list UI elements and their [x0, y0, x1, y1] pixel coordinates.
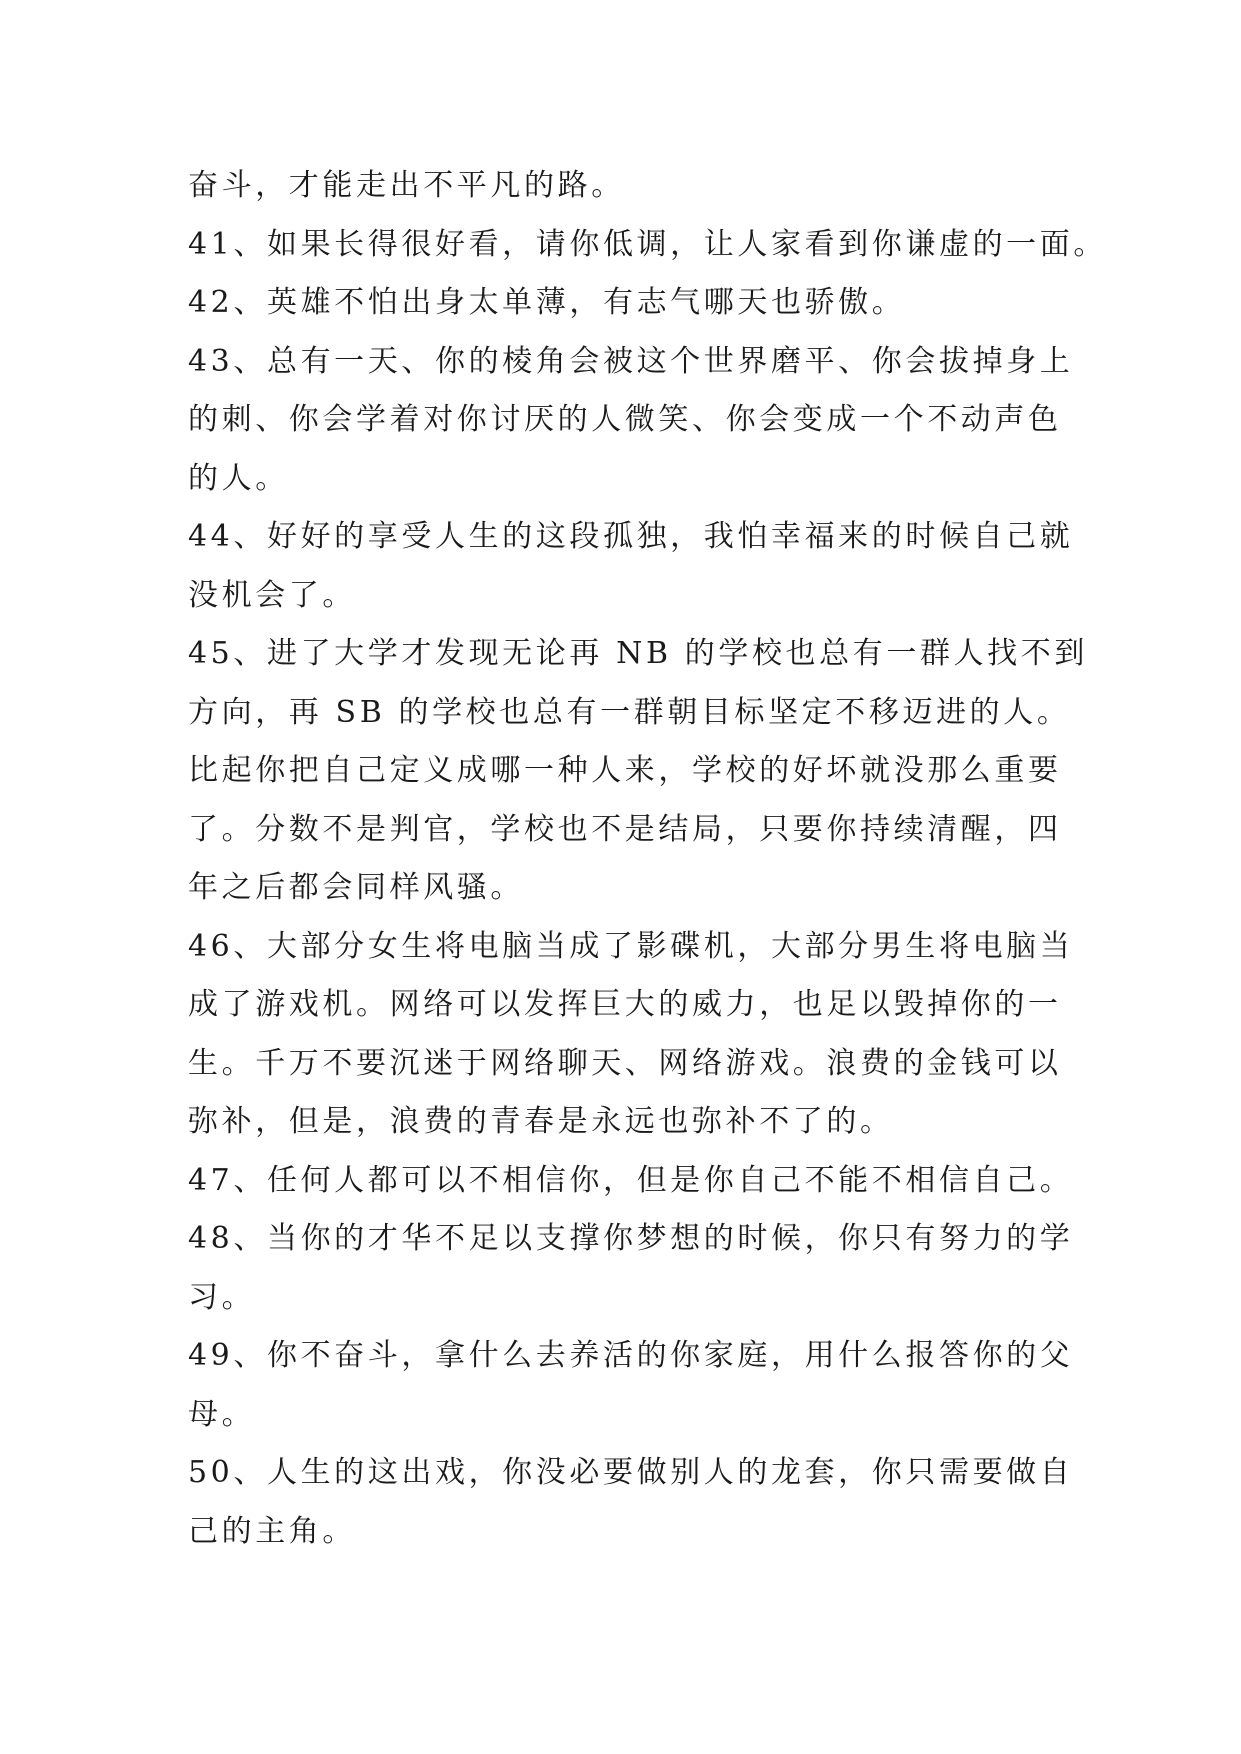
text-line: 奋斗，才能走出不平凡的路。 — [188, 168, 625, 203]
text-line: 47、任何人都可以不相信你，但是你自己不能不相信自己。 — [188, 1162, 1074, 1198]
text-line: 48、当你的才华不足以支撑你梦想的时候，你只有努力的学 — [188, 1221, 1074, 1256]
text-line: 弥补，但是，浪费的青春是永远也弥补不了的。 — [188, 1104, 894, 1139]
text-line: 49、你不奋斗，拿什么去养活的你家庭，用什么报答你的父 — [188, 1338, 1074, 1373]
text-line: 生。千万不要沉迷于网络聊天、网络游戏。浪费的金钱可以 — [188, 1045, 1062, 1081]
text-line: 没机会了。 — [188, 577, 356, 613]
document-page — [188, 157, 1107, 1561]
text-line: 比起你把自己定义成哪一种人来，学校的好坏就没那么重要 — [188, 753, 1062, 788]
text-line: 50、人生的这出戏，你没必要做别人的龙套，你只需要做自 — [188, 1455, 1074, 1490]
text-line: 年之后都会同样风骚。 — [188, 870, 524, 905]
text-line: 成了游戏机。网络可以发挥巨大的威力，也足以毁掉你的一 — [188, 987, 1062, 1022]
text-line: 了。分数不是判官，学校也不是结局，只要你持续清醒，四 — [188, 811, 1062, 847]
text-line: 己的主角。 — [188, 1513, 356, 1549]
text-line: 44、好好的享受人生的这段孤独，我怕幸福来的时候自己就 — [188, 519, 1074, 554]
text-line: 母。 — [188, 1396, 256, 1432]
text-line: 的人。 — [188, 460, 289, 496]
text-line: 43、总有一天、你的棱角会被这个世界磨平、你会拔掉身上 — [188, 343, 1074, 379]
text-line: 习。 — [188, 1279, 256, 1315]
text-line: 42、英雄不怕出身太单薄，有志气哪天也骄傲。 — [188, 285, 906, 320]
text-line: 方向，再 SB 的学校也总有一群朝目标坚定不移迈进的人。 — [188, 694, 1071, 730]
text-line: 46、大部分女生将电脑当成了影碟机，大部分男生将电脑当 — [188, 928, 1074, 964]
text-line: 41、如果长得很好看，请你低调，让人家看到你谦虚的一面。 — [188, 226, 1107, 262]
text-line: 45、进了大学才发现无论再 NB 的学校也总有一群人找不到 — [188, 636, 1088, 671]
text-line: 的刺、你会学着对你讨厌的人微笑、你会变成一个不动声色 — [188, 402, 1062, 437]
